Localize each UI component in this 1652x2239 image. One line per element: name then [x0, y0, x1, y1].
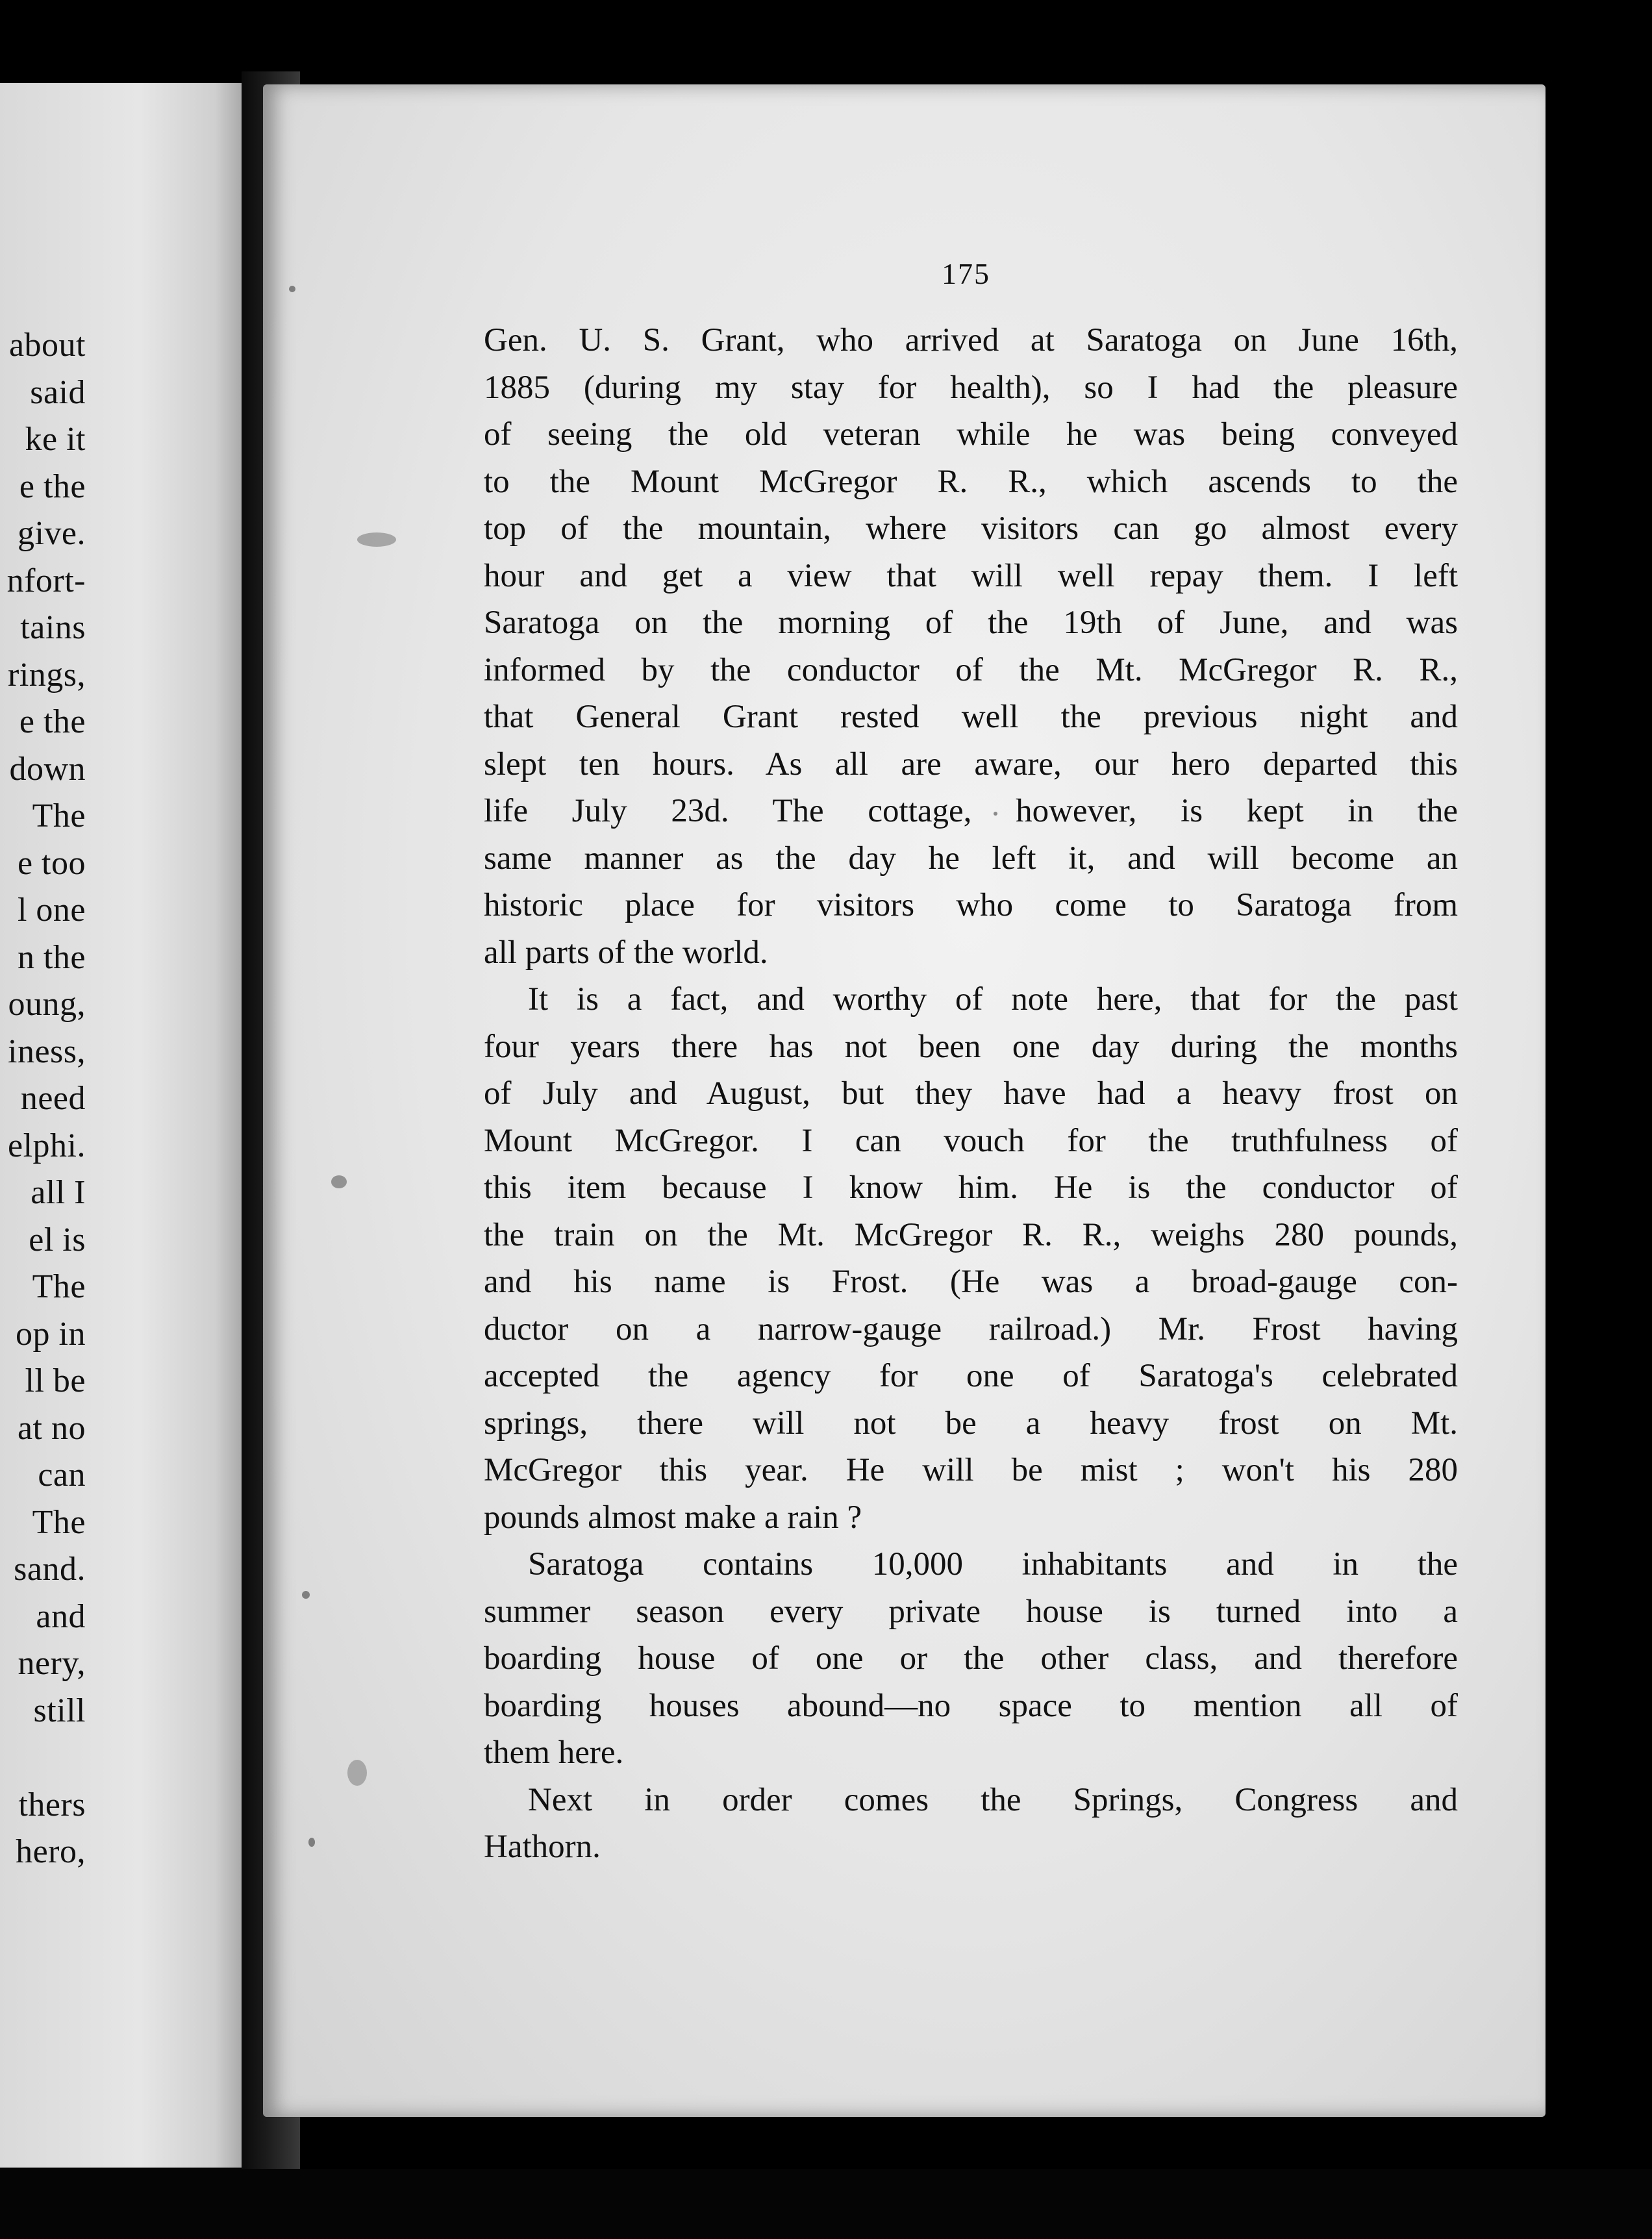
left-line: need — [20, 1080, 86, 1117]
left-line: el is — [29, 1221, 86, 1258]
text-line: all parts of the world. — [484, 934, 768, 971]
left-line — [7, 1734, 86, 1782]
left-line: rings, — [8, 656, 86, 694]
text-line: life July 23d. The cottage, however, is kept in the — [484, 793, 1458, 829]
text-line: Hathorn. — [484, 1829, 601, 1865]
dust-speck — [289, 286, 295, 292]
left-line: iness, — [8, 1032, 86, 1070]
left-line: ll be — [25, 1362, 86, 1399]
left-line: still — [33, 1692, 86, 1729]
text-line: top of the mountain, where visitors can go almost every — [484, 510, 1458, 547]
left-line: The — [32, 1268, 86, 1305]
text-line: 1885 (during my stay for health), so I had the pleasure — [484, 369, 1458, 406]
text-line: summer season every private house is turned into a — [484, 1593, 1458, 1630]
text-line: that General Grant rested well the previous night and — [484, 699, 1458, 735]
dust-speck — [357, 532, 396, 547]
text-line: slept ten hours. As all are aware, our hero departed this — [484, 745, 1458, 782]
left-page-text — [7, 322, 86, 1876]
left-line: nery, — [18, 1645, 86, 1682]
dust-speck — [308, 1838, 315, 1847]
text-line: hour and get a view that will well repay them. I left — [484, 557, 1458, 594]
left-line: e too — [17, 844, 86, 882]
body-text — [484, 317, 1458, 1871]
left-line: The — [32, 1503, 86, 1541]
left-line: elphi. — [8, 1127, 86, 1164]
paragraph-start-line: Next in order comes the Springs, Congress and — [528, 1781, 1458, 1818]
left-line: nfort- — [6, 562, 86, 599]
left-line: can — [38, 1457, 86, 1494]
text-line: historic place for visitors who come to Saratoga from — [484, 887, 1458, 923]
paragraph-start-line: It is a fact, and worthy of note here, that for the past — [528, 981, 1458, 1018]
left-line: l one — [17, 892, 86, 929]
left-line: n the — [17, 938, 86, 976]
text-line: informed by the conductor of the Mt. McGregor R. R., — [484, 651, 1458, 688]
left-line: said — [30, 373, 86, 411]
text-line: Mount McGregor. I can vouch for the truthfulness of — [484, 1122, 1458, 1159]
left-line: op in — [16, 1315, 86, 1353]
text-line: springs, there will not be a heavy frost on Mt. — [484, 1405, 1458, 1442]
left-line: e the — [19, 468, 86, 505]
text-line: them here. — [484, 1734, 624, 1771]
left-line: The — [32, 797, 86, 834]
text-line: and his name is Frost. (He was a broad-gauge con- — [484, 1264, 1458, 1300]
left-line: give. — [17, 515, 86, 552]
text-line: this item because I know him. He is the conductor of — [484, 1170, 1458, 1206]
page-number: 175 — [942, 257, 990, 290]
left-line: at no — [17, 1409, 86, 1447]
left-facing-page — [0, 83, 253, 2168]
text-line: four years there has not been one day during the months — [484, 1028, 1458, 1065]
text-line: to the Mount McGregor R. R., which ascends to the — [484, 463, 1458, 500]
paragraph-start-line: Saratoga contains 10,000 inhabitants and in the — [528, 1546, 1458, 1582]
dust-speck — [347, 1760, 367, 1786]
dust-speck — [331, 1175, 347, 1188]
left-line: e the — [19, 703, 86, 740]
left-line: all I — [31, 1174, 86, 1211]
text-line: the train on the Mt. McGregor R. R., weighs 280 pounds, — [484, 1216, 1458, 1253]
left-line: about — [8, 327, 86, 364]
text-line: pounds almost make a rain ? — [484, 1499, 862, 1536]
scan-bottom-edge — [0, 2169, 1652, 2239]
text-line: same manner as the day he left it, and will become an — [484, 840, 1458, 877]
text-line: accepted the agency for one of Saratoga's celebrated — [484, 1358, 1458, 1394]
left-line: oung, — [8, 986, 86, 1023]
text-line: of seeing the old veteran while he was being conveyed — [484, 416, 1458, 453]
text-line: ductor on a narrow-gauge railroad.) Mr. Frost having — [484, 1310, 1458, 1347]
left-line: thers — [18, 1786, 86, 1823]
text-line: boarding houses abound—no space to mention all of — [484, 1687, 1458, 1724]
text-line: Gen. U. S. Grant, who arrived at Saratoga on June 16th, — [484, 322, 1458, 358]
left-line: tains — [20, 609, 86, 646]
left-line: down — [9, 750, 86, 788]
left-line: ke it — [25, 421, 86, 458]
text-line: boarding house of one or the other class, and therefore — [484, 1640, 1458, 1677]
left-line: sand. — [14, 1551, 86, 1588]
text-line: of July and August, but they have had a heavy frost on — [484, 1075, 1458, 1112]
text-line: Saratoga on the morning of the 19th of June, and was — [484, 605, 1458, 641]
left-line: and — [36, 1597, 86, 1635]
dust-speck — [302, 1591, 310, 1599]
left-line: hero, — [16, 1833, 86, 1870]
text-line: McGregor this year. He will be mist ; won't his 280 — [484, 1452, 1458, 1488]
